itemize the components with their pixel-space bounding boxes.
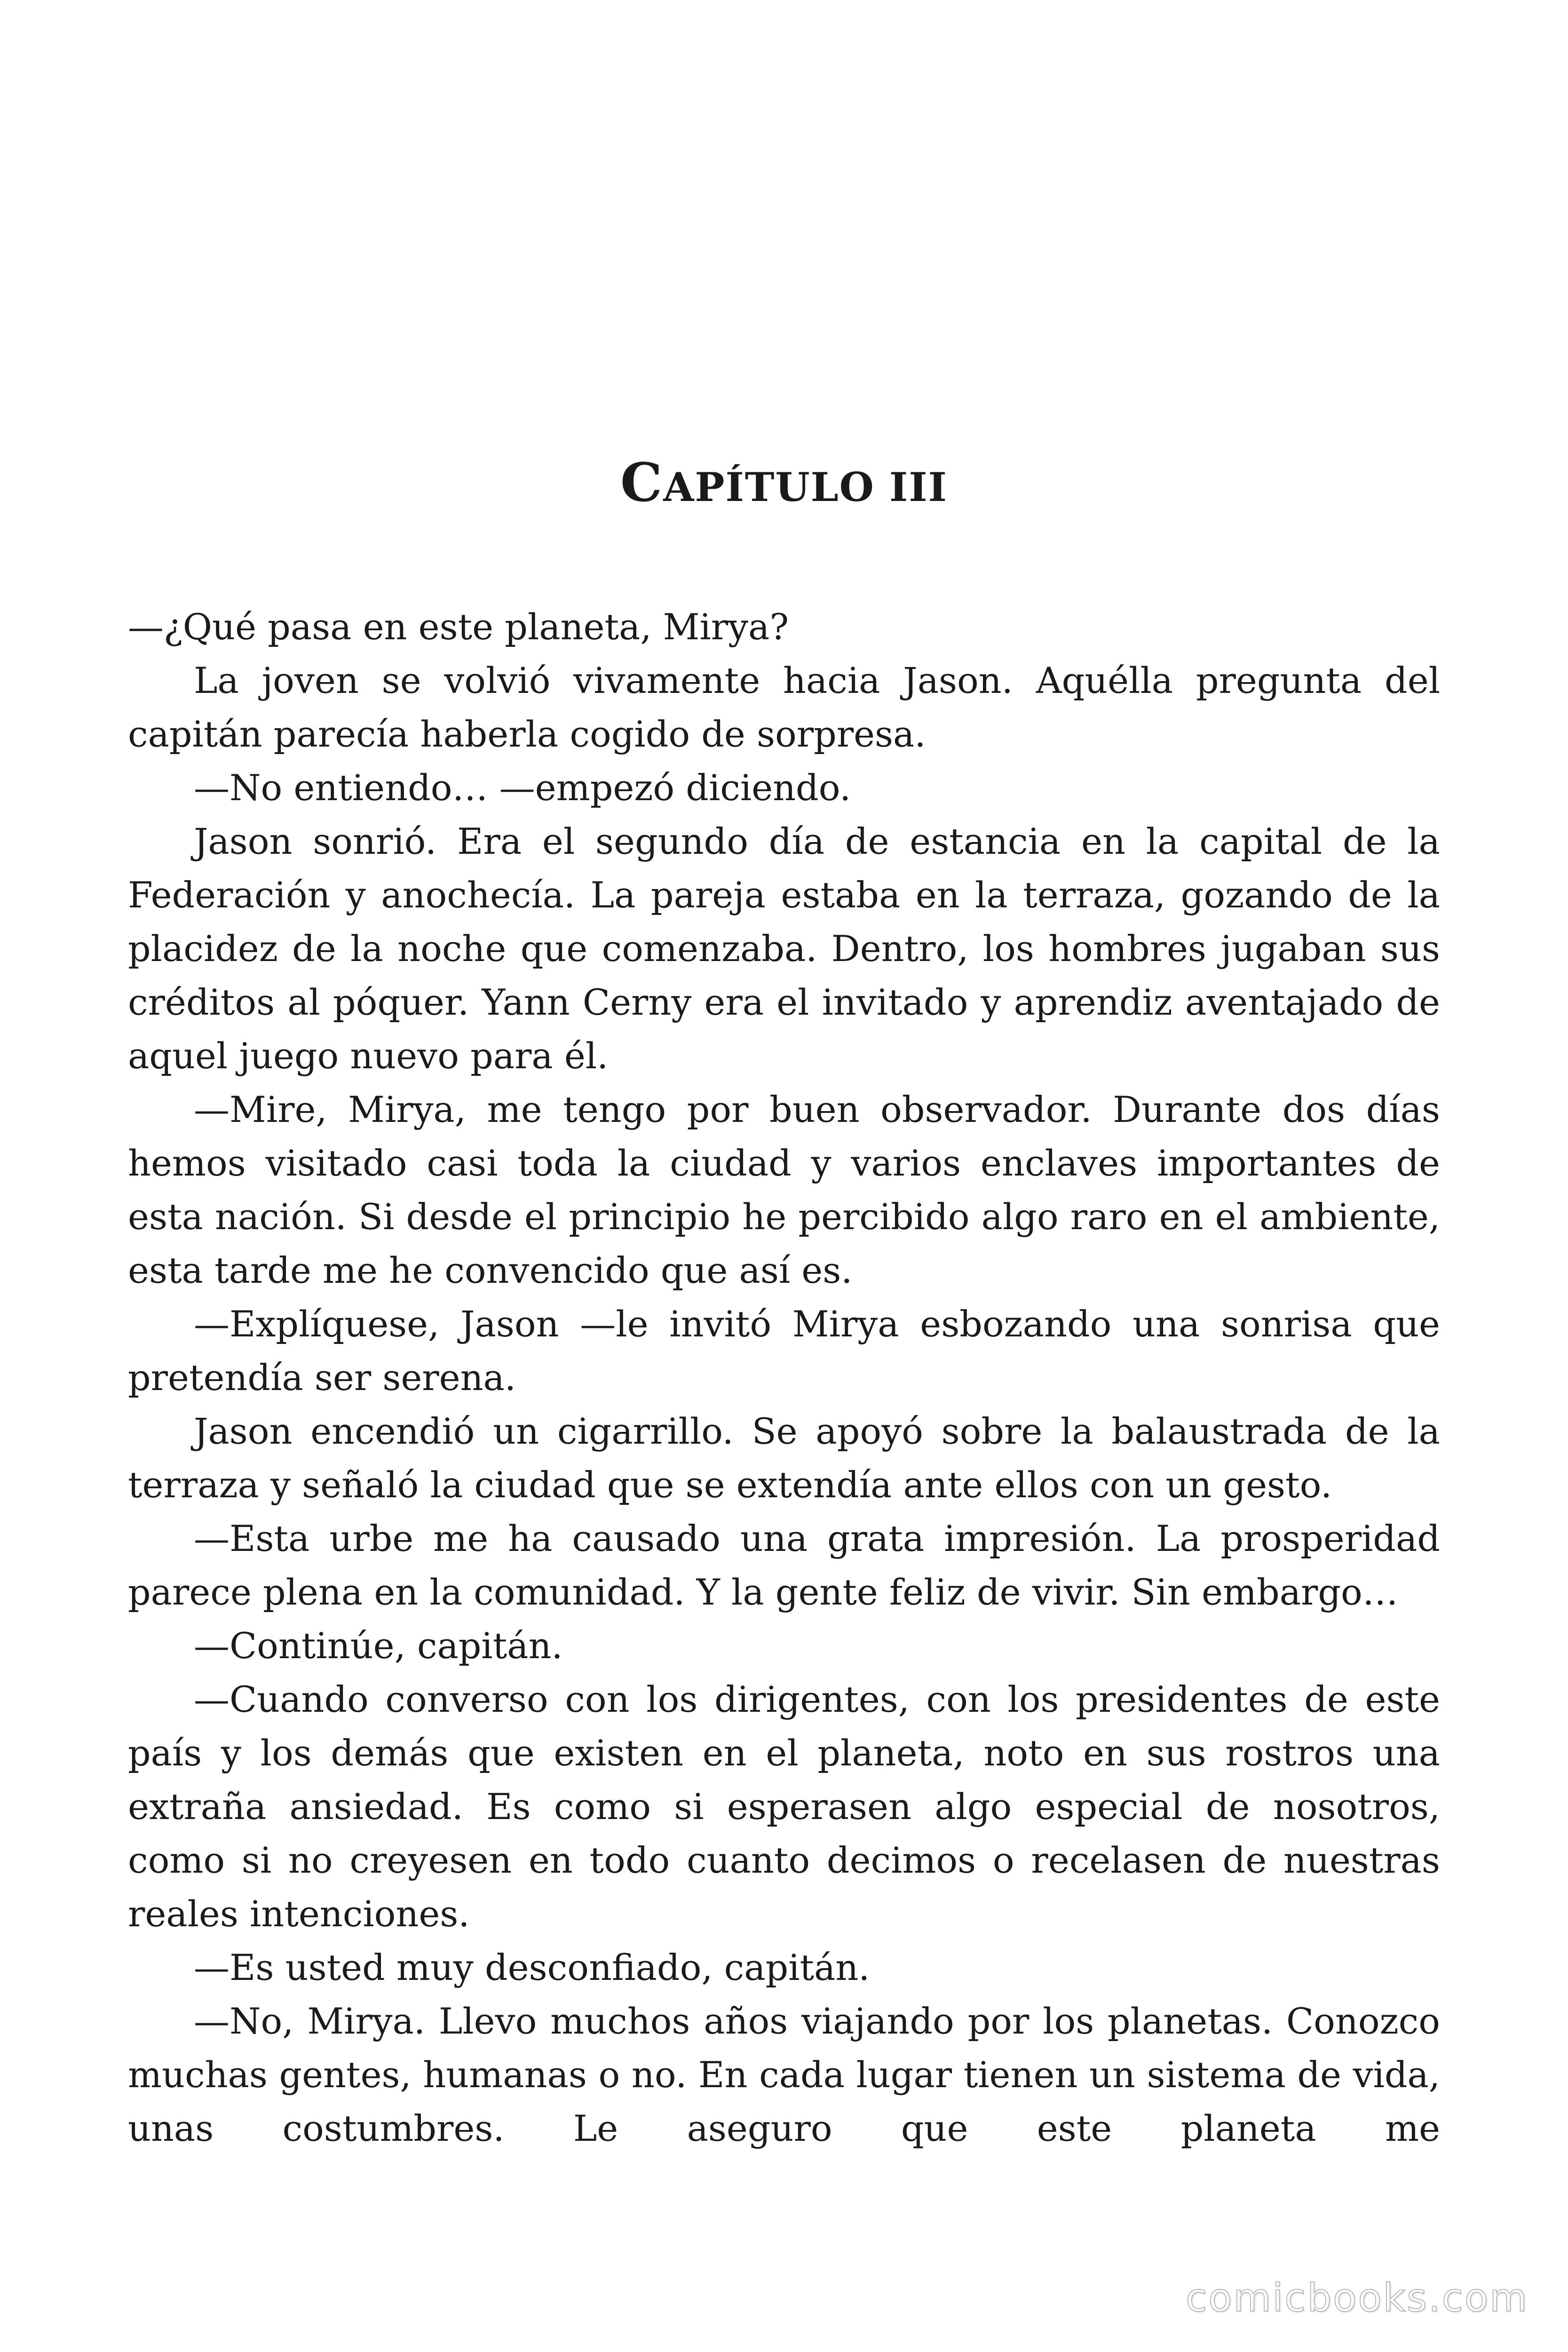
paragraph: —Es usted muy desconfiado, capitán. [194, 1947, 870, 1988]
paragraph: Jason encendió un cigarrillo. Se apoyó sobre la balaustrada de la terraza y señaló la ciudad que se extendía ante ellos con un gesto. [128, 1410, 1440, 1506]
paragraph: —Explíquese, Jason —le invitó Mirya esbozando una sonrisa que pretendía ser serena. [128, 1303, 1440, 1398]
body-text [128, 600, 1440, 2155]
chapter-title [0, 452, 1568, 515]
paragraph: —Continúe, capitán. [194, 1625, 563, 1667]
paragraph: —Esta urbe me ha causado una grata impresión. La prosperidad parece plena en la comunidad. Y la gente feliz de vivir. Sin embargo… [128, 1518, 1440, 1613]
paragraph: —No, Mirya. Llevo muchos años viajando por los planetas. Conozco muchas gentes, humanas o no. En cada lugar tienen un sistema de vida, unas costumbres. Le aseguro que este planeta me [128, 2000, 1440, 2149]
watermark-text: comicbooks.com [1186, 2276, 1528, 2320]
paragraph: —Cuando converso con los dirigentes, con los presidentes de este país y los demás que existen en el planeta, noto en sus rostros una extraña ansiedad. Es como si esperasen algo especial de nosotros, como si no creyesen en todo cuanto decimos o recelasen de nuestras reales intenciones. [128, 1678, 1440, 1935]
paragraph: —Mire, Mirya, me tengo por buen observador. Durante dos días hemos visitado casi toda la ciudad y varios enclaves importantes de esta nación. Si desde el principio he percibido algo raro en el ambiente, esta tarde me he convencido que así es. [128, 1089, 1440, 1291]
paragraph: —¿Qué pasa en este planeta, Mirya? [128, 606, 789, 648]
paragraph: —No entiendo… —empezó diciendo. [194, 767, 851, 809]
paragraph: Jason sonrió. Era el segundo día de estancia en la capital de la Federación y anochecía. La pareja estaba en la terraza, gozando de la placidez de la noche que comenzaba. Dentro, los hombres jugaban sus créditos al póquer. Yann Cerny era el invitado y aprendiz aventajado de aquel juego nuevo para él. [128, 820, 1440, 1077]
chapter-title-initial: C [620, 452, 664, 514]
chapter-title-rest: APÍTULO III [663, 464, 948, 510]
paragraph: La joven se volvió vivamente hacia Jason. Aquélla pregunta del capitán parecía haberla cogido de sorpresa. [128, 660, 1440, 755]
